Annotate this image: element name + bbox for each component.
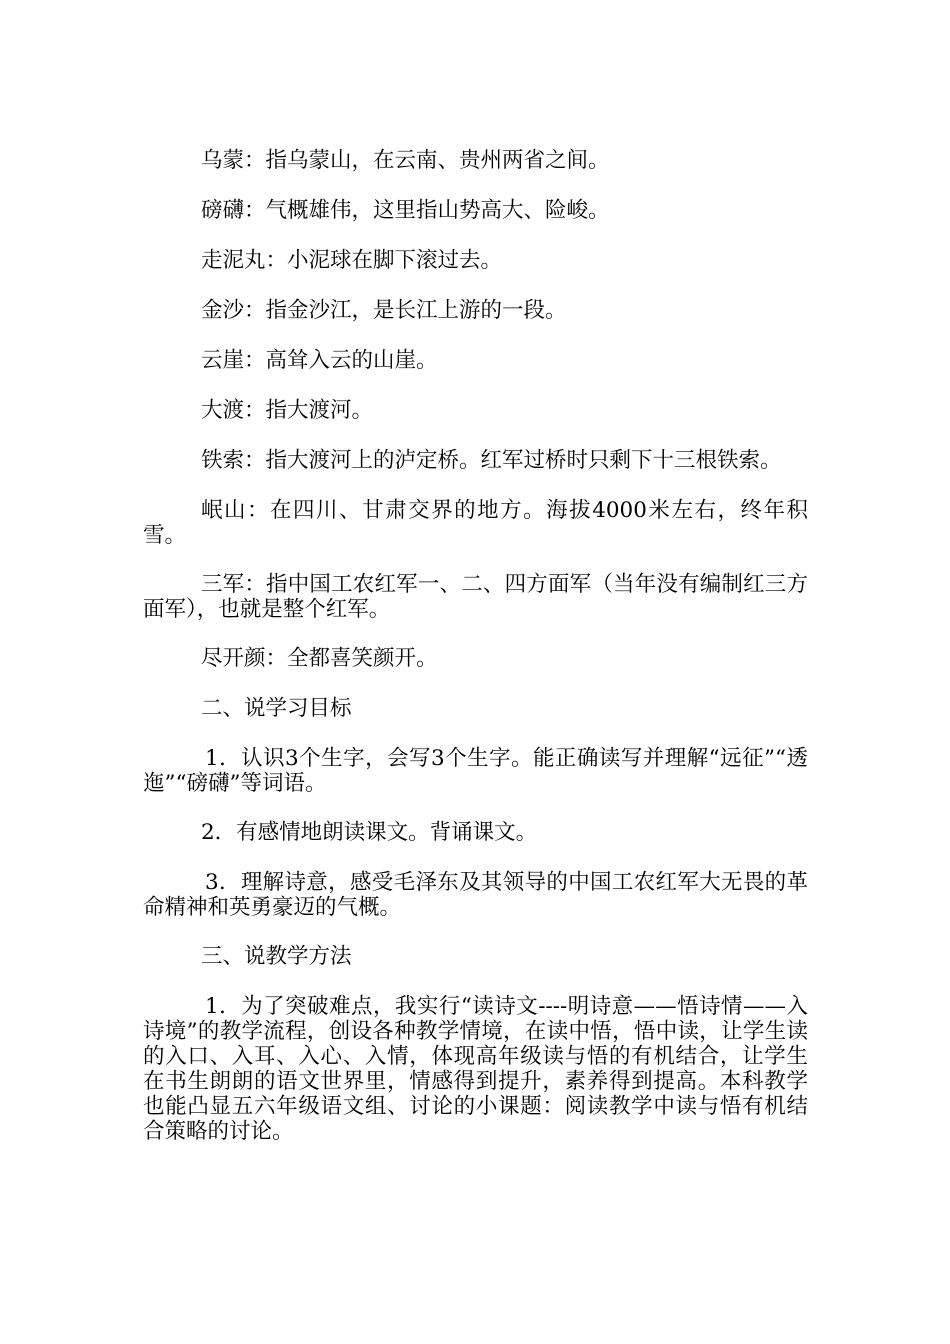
paragraph-yunya: 云崖：高耸入云的山崖。 xyxy=(201,348,438,373)
paragraph-sanjun: 三军：指中国工农红军一、二、四方面军（当年没有编制红三方面军），也就是整个红军。 xyxy=(143,572,808,622)
goal-item-3: 3．理解诗意，感受毛泽东及其领导的中国工农红军大无畏的革命精神和英勇豪迈的气概。 xyxy=(143,870,808,920)
paragraph-minshan: 岷山：在四川、甘肃交界的地方。海拔4000米左右，终年积雪。 xyxy=(143,498,808,548)
paragraph-pangbo: 磅礴：气概雄伟，这里指山势高大、险峻。 xyxy=(201,198,610,223)
paragraph-zouniwan: 走泥丸：小泥球在脚下滚过去。 xyxy=(201,248,503,273)
section-heading-goals: 二、说学习目标 xyxy=(201,696,352,721)
goal-item-2: 2．有感情地朗读课文。背诵课文。 xyxy=(201,820,538,845)
paragraph-tiesuo: 铁索：指大渡河上的泸定桥。红军过桥时只剩下十三根铁索。 xyxy=(201,448,782,473)
paragraph-jinkaiyan: 尽开颜：全都喜笑颜开。 xyxy=(201,646,438,671)
goal-item-1: 1．认识3个生字，会写3个生字。能正确读写并理解“远征”“透迤”“磅礴”等词语。 xyxy=(143,746,808,796)
section-heading-methods: 三、说教学方法 xyxy=(201,944,352,969)
paragraph-jinsha: 金沙：指金沙江，是长江上游的一段。 xyxy=(201,298,567,323)
paragraph-dadu: 大渡：指大渡河。 xyxy=(201,398,374,423)
method-item-1: 1．为了突破难点，我实行“读诗文----明诗意——悟诗情——入诗境”的教学流程，创设各种教学情境，在读中悟，悟中读，让学生读的入口、入耳、入心、入情，体现高年级读与悟的有机结合，让学生在书生朗朗的语文世界里，情感得到提升，素养得到提高。本科教学也能凸显五六年级语文组、讨论的小课题：阅读教学中读与悟有机结合策略的讨论。 xyxy=(143,994,808,1144)
paragraph-wumeng: 乌蒙：指乌蒙山，在云南、贵州两省之间。 xyxy=(201,148,610,173)
